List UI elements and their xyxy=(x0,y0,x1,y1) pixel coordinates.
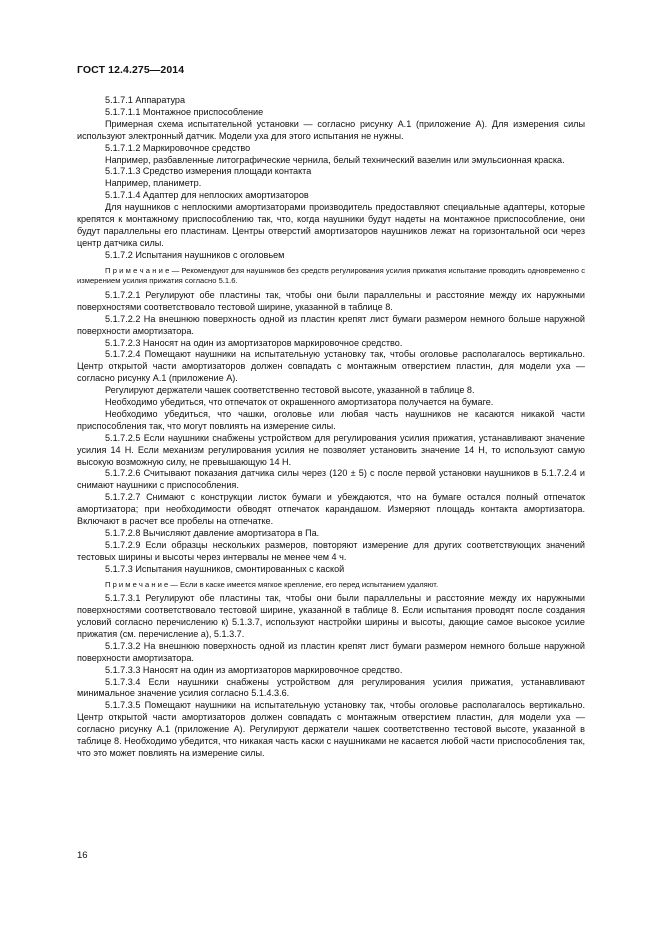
paragraph: Примерная схема испытательной установки — согласно рисунку А.1 (приложение А). Для измерения силы используют электронный датчик. Модели уха для этого испытания не нужны. xyxy=(77,118,585,141)
section-heading: 5.1.7.2 Испытания наушников с оголовьем xyxy=(105,249,285,260)
paragraph: 5.1.7.2.8 Вычисляют давление амортизатора в Па. xyxy=(105,528,320,538)
paragraph: 5.1.7.2.2 На внешнюю поверхность одной из пластин крепят лист бумаги размером немного больше наружной поверхности амортизатора. xyxy=(77,313,585,336)
note: П р и м е ч а н и е — Если в каске имеется мягкое крепление, его перед испытанием удаляют. xyxy=(105,579,439,589)
paragraph: Необходимо убедиться, что чашки, оголовье или любая часть наушников не касаются никакой части приспособления так, что могут повлиять на измерение силы. xyxy=(77,408,585,431)
paragraph: 5.1.7.2.6 Считывают показания датчика силы через (120 ± 5) с после первой установки наушников в 5.1.7.2.4 и снимают наушники с приспособления. xyxy=(77,468,585,491)
paragraph: Например, планиметр. xyxy=(105,178,202,189)
paragraph: 5.1.7.2.1 Регулируют обе пластины так, чтобы они были параллельны и расстояние между их наружными поверхностями соответствовало тестовой ширине, указанной в таблице 8. xyxy=(77,289,585,312)
paragraph: 5.1.7.2.7 Снимают с конструкции листок бумаги и убеждаются, что на бумаге остался полный отпечаток амортизатора; при необходимости обводят отпечаток карандашом. Измеряют площадь контакта амортизатора. Включают в расчет все пробелы на отпечатке. xyxy=(77,492,585,527)
note: П р и м е ч а н и е — Рекомендуют для наушников без средств регулирования усилия прижатия испытание проводить одновременно с измерением усилия прижатия согласно 5.1.6. xyxy=(77,265,585,286)
section-heading: 5.1.7.1.1 Монтажное приспособление xyxy=(105,106,264,117)
paragraph: 5.1.7.2.4 Помещают наушники на испытательную установку так, чтобы оголовье располагалось вертикально. Центр открытой части амортизаторов должен совпадать с монтажным отверстием пластин, для модели уха — согласно рисунку А.1 (приложение А). xyxy=(77,349,585,384)
section-heading: 5.1.7.1.4 Адаптер для неплоских амортизаторов xyxy=(105,190,309,201)
paragraph: Для наушников с неплоскими амортизаторами производитель предоставляют специальные адаптеры, которые крепятся к монтажному приспособлению так, что, когда наушники будут надеты на монтажное приспособление, они будут параллельны его пластинам. Центры отверстий амортизаторов наушников лежат на горизонтальной оси через центр датчика силы. xyxy=(77,202,585,248)
paragraph: 5.1.7.2.5 Если наушники снабжены устройством для регулирования усилия прижатия, устанавливают значение усилия 14 Н. Если механизм регулирования усилия не позволяет установить значение 14 Н, то используют самую высокую возможную силу, не превышающую 14 Н. xyxy=(77,432,585,467)
paragraph: 5.1.7.3.3 Наносят на один из амортизаторов маркировочное средство. xyxy=(105,664,403,675)
section-heading: 5.1.7.3 Испытания наушников, смонтированных с каской xyxy=(105,563,345,574)
document-header: ГОСТ 12.4.275—2014 xyxy=(77,64,185,76)
paragraph: Например, разбавленные литографические чернила, белый технический вазелин или эмульсионная краска. xyxy=(105,154,565,165)
document-body xyxy=(77,95,585,760)
section-heading: 5.1.7.1.2 Маркировочное средство xyxy=(105,142,251,153)
paragraph: 5.1.7.3.4 Если наушники снабжены устройством для регулирования усилия прижатия, устанавливают минимальное значение усилия согласно 5.1.4.3.6. xyxy=(77,676,585,699)
paragraph: 5.1.7.3.1 Регулируют обе пластины так, чтобы они были параллельны и расстояние между их наружными поверхностями соответствовало тестовой ширине, указанной в таблице 8. Если испытания проводят после создания условий согласно перечислению к) 5.1.3.7, используют настройки ширины и высоты, дающие самое высокое усилие прижатия (см. перечисление а), 5.1.3.7. xyxy=(77,593,585,639)
paragraph: 5.1.7.2.3 Наносят на один из амортизаторов маркировочное средство. xyxy=(105,337,403,348)
paragraph: Необходимо убедиться, что отпечаток от окрашенного амортизатора получается на бумаге. xyxy=(105,397,494,408)
paragraph: Регулируют держатели чашек соответственно тестовой высоте, указанной в таблице 8. xyxy=(105,385,475,396)
paragraph: 5.1.7.2.9 Если образцы нескольких размеров, повторяют измерение для других соответствующих значений тестовых ширины и высоты через интервалы не менее чем 4 ч. xyxy=(77,539,585,562)
section-heading: 5.1.7.1.3 Средство измерения площади контакта xyxy=(105,166,312,177)
section-heading: 5.1.7.1 Аппаратура xyxy=(105,95,186,105)
paragraph: 5.1.7.3.2 На внешнюю поверхность одной из пластин крепят лист бумаги размером немного больше наружной поверхности амортизатора. xyxy=(77,640,585,663)
page-number: 16 xyxy=(77,850,88,861)
paragraph: 5.1.7.3.5 Помещают наушники на испытательную установку так, чтобы оголовье располагалось вертикально. Центр открытой части амортизаторов должен совпадать с монтажным отверстием пластин, для модели уха — согласно рисунку А.1 (приложение А). Регулируют держатели чашек соответственно тестовой высоте, указанной в таблице 8. Необходимо убедится, что никакая часть каски с наушниками не касается любой части приспособления так, что это может повлиять на измерение силы. xyxy=(77,700,585,758)
